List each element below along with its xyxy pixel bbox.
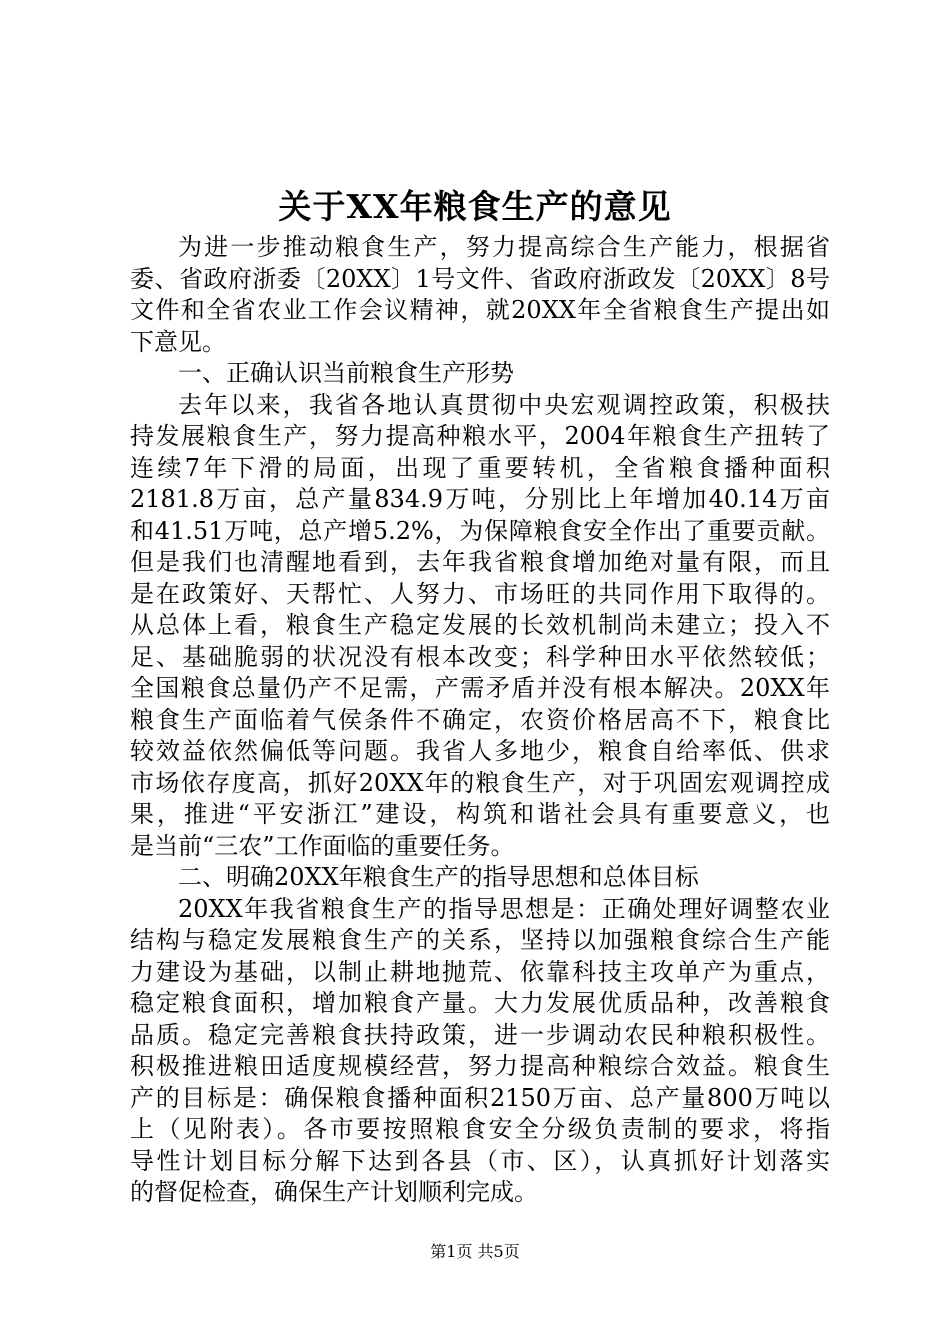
section-heading: 二、明确20XX年粮食生产的指导思想和总体目标 — [178, 863, 699, 891]
paragraph-line: 力建设为基础，以制止耕地抛荒、依靠科技主攻单产为重点， — [130, 957, 830, 986]
paragraph-line: 较效益依然偏低等问题。我省人多地少，粮食自给率低、供求 — [130, 737, 830, 765]
document-title: 关于XX年粮食生产的意见 — [278, 187, 672, 226]
paragraph-line: 从总体上看，粮食生产稳定发展的长效机制尚未建立；投入不 — [130, 611, 830, 639]
paragraph-line: 20XX年我省粮食生产的指导思想是：正确处理好调整农业 — [178, 894, 830, 923]
paragraph-line: 市场依存度高，抓好20XX年的粮食生产，对于巩固宏观调控成 — [130, 768, 830, 797]
document-body — [130, 232, 830, 1209]
paragraph-line: 导性计划目标分解下达到各县（市、区），认真抓好计划落实 — [130, 1146, 830, 1175]
paragraph-line: 但是我们也清醒地看到，去年我省粮食增加绝对量有限，而且 — [130, 548, 830, 576]
page-footer: 第1页 共5页 — [430, 1242, 520, 1261]
paragraph-line: 全国粮食总量仍产不足需，产需矛盾并没有根本解决。20XX年 — [130, 674, 830, 702]
paragraph-line: 的督促检查，确保生产计划顺利完成。 — [130, 1178, 538, 1206]
paragraph-line: 产的目标是：确保粮食播种面积2150万亩、总产量800万吨以 — [130, 1083, 830, 1112]
paragraph-line: 稳定粮食面积，增加粮食产量。大力发展优质品种，改善粮食 — [130, 989, 830, 1017]
paragraph-line: 积极推进粮田适度规模经营，努力提高种粮综合效益。粮食生 — [130, 1052, 830, 1080]
paragraph-line: 品质。稳定完善粮食扶持政策，进一步调动农民种粮积极性。 — [130, 1020, 830, 1049]
paragraph-line: 和41.51万吨，总产增5.2%，为保障粮食安全作出了重要贡献。 — [130, 516, 830, 545]
paragraph-line: 委、省政府浙委〔20XX〕1号文件、省政府浙政发〔20XX〕8号 — [130, 264, 830, 293]
paragraph-line: 持发展粮食生产，努力提高种粮水平，2004年粮食生产扭转了 — [130, 422, 830, 450]
paragraph-line: 连续7年下滑的局面，出现了重要转机，全省粮食播种面积 — [130, 453, 830, 482]
paragraph-line: 上（见附表）。各市要按照粮食安全分级负责制的要求，将指 — [130, 1115, 830, 1143]
paragraph-line: 果，推进“平安浙江”建设，构筑和谐社会具有重要意义，也 — [130, 800, 830, 828]
paragraph-line: 是在政策好、天帮忙、人努力、市场旺的共同作用下取得的。 — [130, 579, 830, 608]
paragraph-line: 结构与稳定发展粮食生产的关系，坚持以加强粮食综合生产能 — [130, 926, 830, 954]
section-heading: 一、正确认识当前粮食生产形势 — [178, 359, 514, 387]
paragraph-line: 足、基础脆弱的状况没有根本改变；科学种田水平依然较低； — [130, 642, 830, 671]
paragraph-line: 粮食生产面临着气侯条件不确定，农资价格居高不下，粮食比 — [130, 705, 830, 734]
paragraph-line: 下意见。 — [130, 327, 226, 356]
paragraph-line: 去年以来，我省各地认真贯彻中央宏观调控政策，积极扶 — [178, 390, 830, 419]
paragraph-line: 文件和全省农业工作会议精神，就20XX年全省粮食生产提出如 — [130, 296, 830, 324]
paragraph-line: 2181.8万亩，总产量834.9万吨，分别比上年增加40.14万亩 — [130, 485, 830, 513]
paragraph-line: 为进一步推动粮食生产，努力提高综合生产能力，根据省 — [178, 233, 830, 261]
paragraph-line: 是当前“三农”工作面临的重要任务。 — [130, 831, 515, 860]
